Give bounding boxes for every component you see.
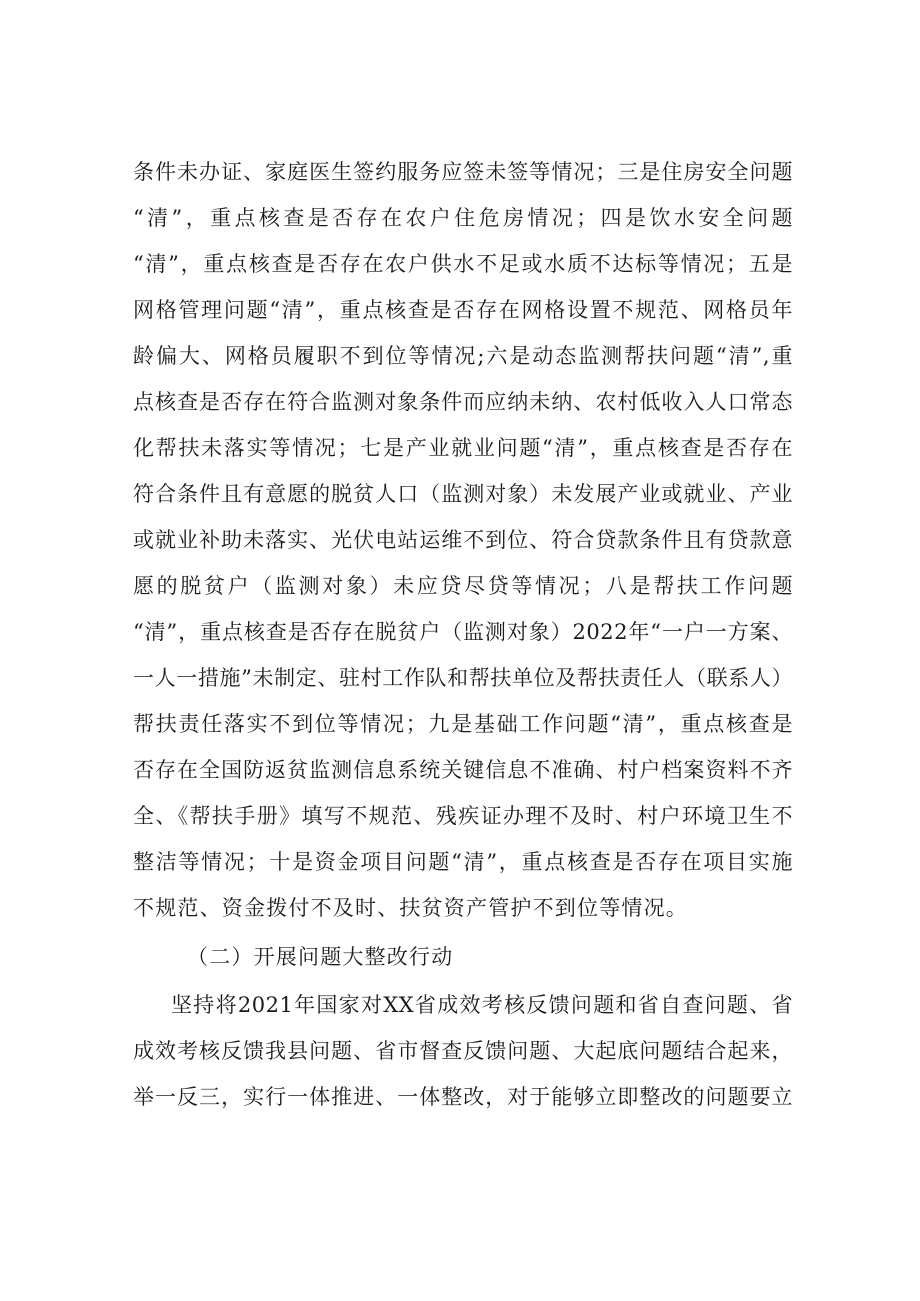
body-text-line: 一人一措施”未制定、驻村工作队和帮扶单位及帮扶责任人（联系人） xyxy=(133,666,793,690)
body-text-line: 符合条件且有意愿的脱贫人口（监测对象）未发展产业或就业、产业 xyxy=(133,482,793,506)
body-text-line: 坚持将2021年国家对XX省成效考核反馈问题和省自查问题、省 xyxy=(171,993,793,1017)
body-text-line: 点核查是否存在符合监测对象条件而应纳未纳、农村低收入人口常态 xyxy=(133,390,793,414)
body-text-line: 网格管理问题“清”，重点核查是否存在网格设置不规范、网格员年 xyxy=(133,298,793,322)
body-text-line: 整洁等情况；十是资金项目问题“清”，重点核查是否存在项目实施 xyxy=(133,850,793,874)
body-text-line: “清”，重点核查是否存在农户供水不足或水质不达标等情况；五是 xyxy=(133,252,793,276)
body-text-line: 条件未办证、家庭医生签约服务应签未签等情况；三是住房安全问题 xyxy=(133,160,793,184)
body-text-line: 成效考核反馈我县问题、省市督查反馈问题、大起底问题结合起来， xyxy=(133,1039,793,1063)
body-text-line: 举一反三，实行一体推进、一体整改，对于能够立即整改的问题要立 xyxy=(133,1085,793,1109)
body-text-line: 帮扶责任落实不到位等情况；九是基础工作问题“清”，重点核查是 xyxy=(133,712,793,736)
body-text-line: “清”，重点核查是否存在脱贫户（监测对象）2022年“一户一方案、 xyxy=(133,620,793,644)
body-text-line: 不规范、资金拨付不及时、扶贫资产管护不到位等情况。 xyxy=(133,896,688,920)
body-text-line: 龄偏大、网格员履职不到位等情况;六是动态监测帮扶问题“清”,重 xyxy=(133,344,793,368)
body-text-line: 愿的脱贫户（监测对象）未应贷尽贷等情况；八是帮扶工作问题 xyxy=(133,574,793,598)
body-text-line: 化帮扶未落实等情况；七是产业就业问题“清”，重点核查是否存在 xyxy=(133,436,793,460)
body-text-line: 全、《帮扶手册》填写不规范、残疾证办理不及时、村户环境卫生不 xyxy=(133,804,793,828)
section-heading: （二）开展问题大整改行动 xyxy=(187,945,454,969)
body-text-line: 否存在全国防返贫监测信息系统关键信息不准确、村户档案资料不齐 xyxy=(133,758,793,782)
body-text-line: “清”，重点核查是否存在农户住危房情况；四是饮水安全问题 xyxy=(133,206,793,230)
body-text-line: 或就业补助未落实、光伏电站运维不到位、符合贷款条件且有贷款意 xyxy=(133,528,793,552)
